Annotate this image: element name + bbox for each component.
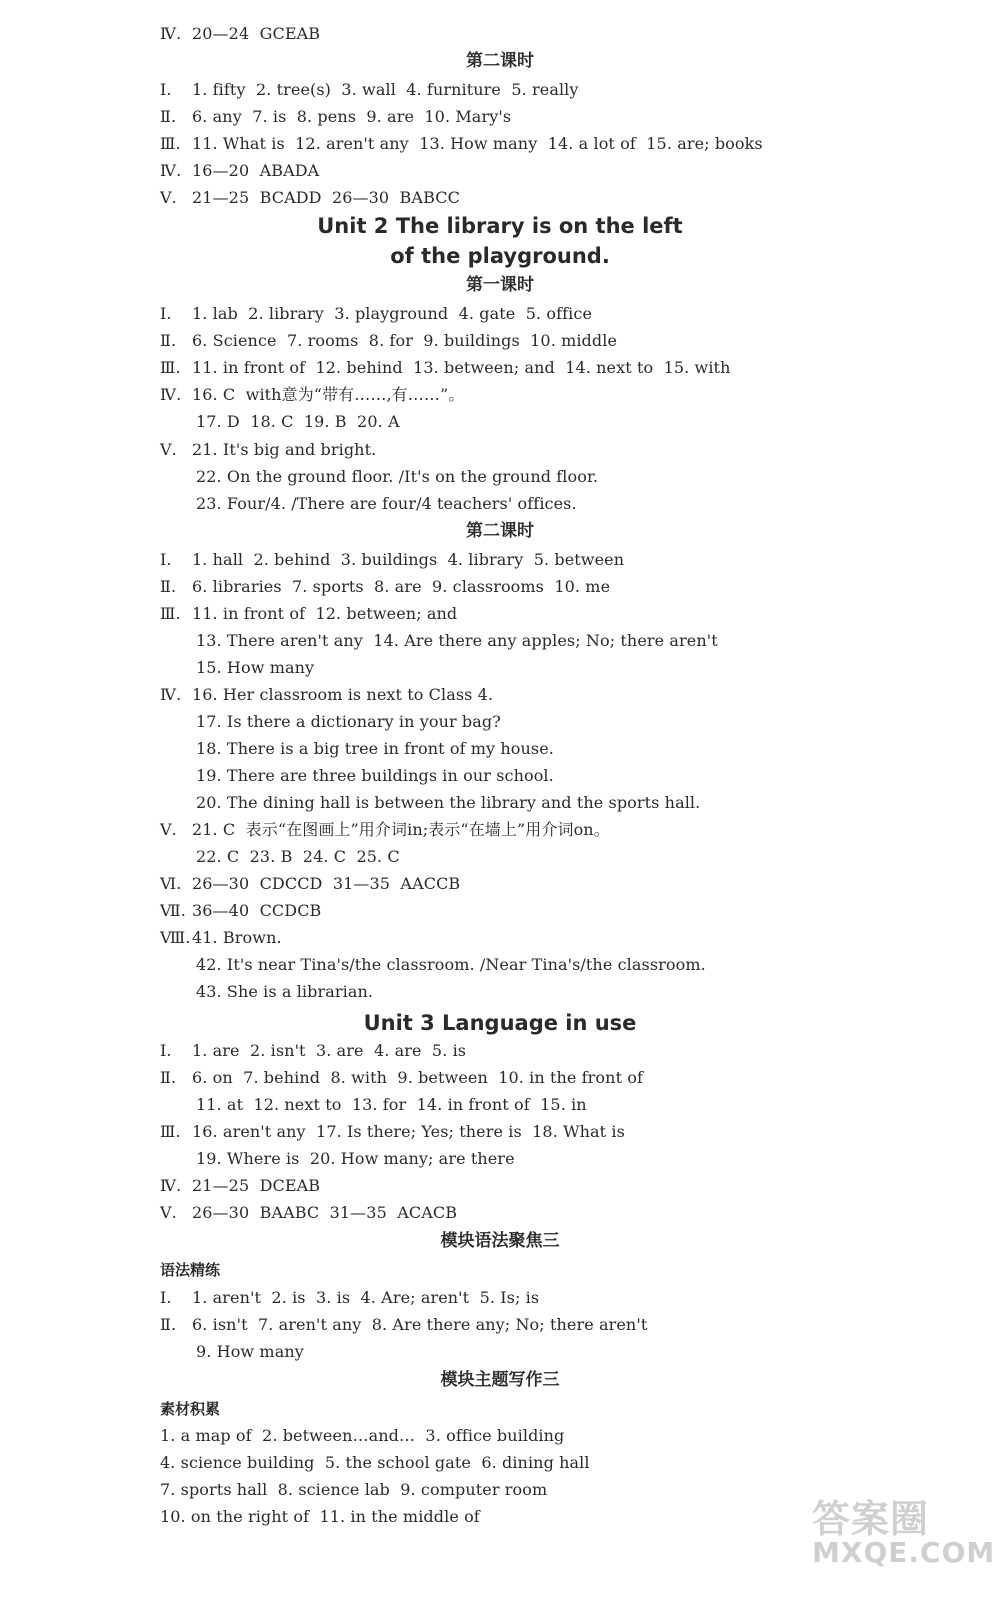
answer-text: 16. aren't any 17. Is there; Yes; there is 18. What is — [192, 1122, 625, 1141]
answer-text: 26—30 CDCCD 31—35 AACCB — [192, 874, 461, 893]
watermark-url: MXQE.COM — [812, 1536, 996, 1569]
answer-text: 11. in front of 12. behind 13. between; and 14. next to 15. with — [192, 358, 731, 377]
answer-continuation: 19. Where is 20. How many; are there — [196, 1149, 515, 1168]
roman-numeral: Ⅲ. — [160, 1122, 181, 1141]
answer-line — [160, 436, 376, 463]
answer-line — [160, 573, 610, 600]
answer-text: 6. any 7. is 8. pens 9. are 10. Mary's — [192, 107, 512, 126]
answer-line — [160, 1172, 320, 1199]
vocab-line: 1. a map of 2. between…and… 3. office building — [160, 1426, 565, 1445]
section-heading: 第一课时 — [466, 275, 534, 295]
roman-numeral: Ⅴ. — [160, 188, 177, 207]
answer-line — [160, 1064, 643, 1091]
answer-continuation: 20. The dining hall is between the library and the sports hall. — [196, 793, 701, 812]
answer-text: 6. Science 7. rooms 8. for 9. buildings 10. middle — [192, 331, 618, 350]
answer-continuation: 19. There are three buildings in our school. — [196, 766, 554, 785]
roman-numeral: Ⅰ. — [160, 1041, 172, 1060]
answer-line — [160, 897, 321, 924]
roman-numeral: Ⅰ. — [160, 550, 172, 569]
roman-numeral: Ⅴ. — [160, 820, 177, 839]
roman-numeral: Ⅷ. — [160, 928, 191, 947]
answer-continuation: 15. How many — [196, 658, 315, 677]
answer-text: 6. isn't 7. aren't any 8. Are there any; No; there aren't — [192, 1315, 648, 1334]
answer-text: 6. libraries 7. sports 8. are 9. classrooms 10. me — [192, 577, 611, 596]
answer-line — [160, 681, 493, 708]
answer-line — [160, 76, 579, 103]
answer-text: 6. on 7. behind 8. with 9. between 10. in the front of — [192, 1068, 644, 1087]
unit-heading: Unit 3 Language in use — [363, 1011, 637, 1035]
answer-text: 1. fifty 2. tree(s) 3. wall 4. furniture 5. really — [192, 80, 579, 99]
answer-line — [160, 1199, 457, 1226]
answer-text: 21. It's big and bright. — [192, 440, 377, 459]
answer-text: 16—20 ABADA — [192, 161, 320, 180]
subsection-heading: 语法精练 — [160, 1261, 221, 1279]
roman-numeral: Ⅳ. — [160, 1176, 182, 1195]
answer-text: 1. are 2. isn't 3. are 4. are 5. is — [192, 1041, 467, 1060]
answer-line — [160, 300, 592, 327]
answer-text: 21. C 表示“在图画上”用介词in;表示“在墙上”用介词on。 — [192, 820, 610, 839]
answer-continuation: 11. at 12. next to 13. for 14. in front of 15. in — [196, 1095, 587, 1114]
answer-line — [160, 157, 319, 184]
answer-line — [160, 103, 511, 130]
roman-numeral: Ⅱ. — [160, 107, 177, 126]
vocab-line: 4. science building 5. the school gate 6. dining hall — [160, 1453, 590, 1472]
answer-text: 20—24 GCEAB — [192, 24, 321, 43]
answer-line — [160, 816, 610, 843]
section-heading: 第二课时 — [466, 51, 534, 71]
answer-line — [160, 354, 730, 381]
roman-numeral: Ⅳ. — [160, 24, 182, 43]
answer-line — [160, 381, 464, 408]
answer-text: 16. C with意为“带有……,有……”。 — [192, 385, 465, 404]
answer-continuation: 22. C 23. B 24. C 25. C — [196, 847, 400, 866]
roman-numeral: Ⅳ. — [160, 685, 182, 704]
unit-heading: of the playground. — [390, 244, 610, 268]
answer-text: 41. Brown. — [192, 928, 282, 947]
answer-text: 21—25 BCADD 26—30 BABCC — [192, 188, 460, 207]
roman-numeral: Ⅲ. — [160, 134, 181, 153]
section-heading: 模块主题写作三 — [440, 1370, 560, 1390]
watermark-logo: 答案圈 — [812, 1497, 930, 1541]
answer-continuation: 18. There is a big tree in front of my house. — [196, 739, 554, 758]
roman-numeral: Ⅳ. — [160, 385, 182, 404]
roman-numeral: Ⅳ. — [160, 161, 182, 180]
vocab-line: 7. sports hall 8. science lab 9. computer room — [160, 1480, 548, 1499]
answer-text: 1. hall 2. behind 3. buildings 4. library 5. between — [192, 550, 625, 569]
roman-numeral: Ⅰ. — [160, 1288, 172, 1307]
roman-numeral: Ⅱ. — [160, 1068, 177, 1087]
answer-line — [160, 546, 624, 573]
roman-numeral: Ⅱ. — [160, 1315, 177, 1334]
roman-numeral: Ⅶ. — [160, 901, 186, 920]
answer-line — [160, 20, 320, 47]
roman-numeral: Ⅴ. — [160, 1203, 177, 1222]
answer-continuation: 42. It's near Tina's/the classroom. /Near Tina's/the classroom. — [196, 955, 706, 974]
answer-line — [160, 327, 617, 354]
answer-continuation: 22. On the ground floor. /It's on the ground floor. — [196, 467, 599, 486]
unit-heading: Unit 2 The library is on the left — [317, 214, 683, 238]
roman-numeral: Ⅰ. — [160, 304, 172, 323]
roman-numeral: Ⅲ. — [160, 358, 181, 377]
answer-continuation: 17. D 18. C 19. B 20. A — [196, 412, 400, 431]
answer-line — [160, 870, 460, 897]
answer-continuation: 17. Is there a dictionary in your bag? — [196, 712, 501, 731]
answer-line — [160, 184, 460, 211]
roman-numeral: Ⅴ. — [160, 440, 177, 459]
answer-line — [160, 924, 282, 951]
answer-continuation: 23. Four/4. /There are four/4 teachers' offices. — [196, 494, 577, 513]
roman-numeral: Ⅱ. — [160, 331, 177, 350]
answer-text: 36—40 CCDCB — [192, 901, 322, 920]
answer-text: 11. in front of 12. between; and — [192, 604, 458, 623]
answer-line — [160, 1118, 625, 1145]
answer-line — [160, 1284, 539, 1311]
answer-continuation: 43. She is a librarian. — [196, 982, 374, 1001]
answer-text: 21—25 DCEAB — [192, 1176, 321, 1195]
section-heading: 第二课时 — [466, 521, 534, 541]
roman-numeral: Ⅵ. — [160, 874, 182, 893]
answer-text: 16. Her classroom is next to Class 4. — [192, 685, 494, 704]
subsection-heading: 素材积累 — [160, 1400, 221, 1418]
section-heading: 模块语法聚焦三 — [440, 1231, 560, 1251]
roman-numeral: Ⅰ. — [160, 80, 172, 99]
answer-line — [160, 1037, 466, 1064]
answer-text: 11. What is 12. aren't any 13. How many 14. a lot of 15. are; books — [192, 134, 763, 153]
answer-text: 26—30 BAABC 31—35 ACACB — [192, 1203, 458, 1222]
answer-line — [160, 600, 457, 627]
roman-numeral: Ⅲ. — [160, 604, 181, 623]
answer-line — [160, 1311, 647, 1338]
vocab-line: 10. on the right of 11. in the middle of — [160, 1507, 480, 1526]
answer-continuation: 9. How many — [196, 1342, 304, 1361]
answer-line — [160, 130, 763, 157]
answer-text: 1. aren't 2. is 3. is 4. Are; aren't 5. Is; is — [192, 1288, 540, 1307]
answer-text: 1. lab 2. library 3. playground 4. gate 5. office — [192, 304, 593, 323]
answer-continuation: 13. There aren't any 14. Are there any apples; No; there aren't — [196, 631, 718, 650]
roman-numeral: Ⅱ. — [160, 577, 177, 596]
